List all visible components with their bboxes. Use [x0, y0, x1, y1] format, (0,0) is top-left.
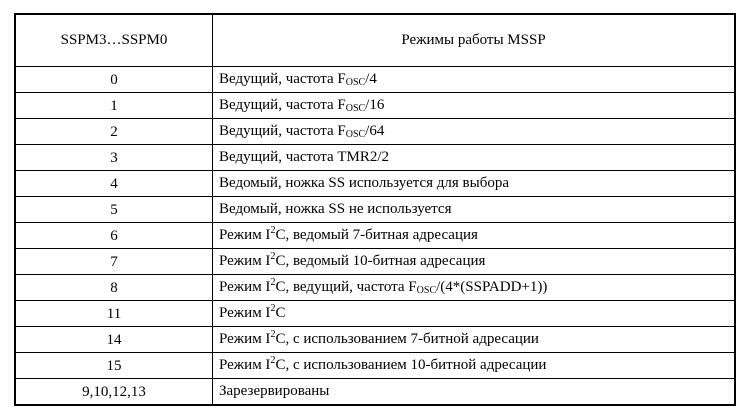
row-mode	[213, 119, 736, 145]
mode-text: C, с использованием 10-битной адресации	[275, 357, 547, 373]
mode-sup-text: 2	[270, 251, 276, 262]
mode-text: /64	[365, 123, 385, 139]
mode-text: Режим I	[219, 305, 271, 321]
mode-text: C, ведомый 7-битная адресация	[275, 227, 478, 243]
mode-sup-text: 2	[270, 355, 276, 366]
mode-text: C	[275, 305, 286, 321]
mode-text: Зарезервированы	[219, 383, 330, 399]
table-row	[15, 145, 735, 171]
mode-text: C, с использованием 7-битной адресации	[275, 331, 539, 347]
row-code: 11	[15, 301, 213, 327]
row-mode	[213, 301, 736, 327]
row-code: 2	[15, 119, 213, 145]
row-mode	[213, 67, 736, 93]
header-code: SSPM3…SSPM0	[15, 14, 213, 67]
row-mode	[213, 353, 736, 379]
table-row	[15, 379, 735, 406]
mode-text: /16	[365, 97, 385, 113]
mode-sup-text: 2	[270, 277, 276, 288]
row-mode	[213, 327, 736, 353]
header-mode: Режимы работы MSSP	[213, 14, 736, 67]
mode-text: C, ведомый 10-битная адресация	[275, 253, 486, 269]
row-code: 14	[15, 327, 213, 353]
row-mode	[213, 275, 736, 301]
header-row	[15, 14, 735, 67]
row-mode	[213, 197, 736, 223]
row-code: 9,10,12,13	[15, 379, 213, 406]
mode-sub-text: OSC	[345, 77, 366, 88]
mode-text: /4	[365, 71, 377, 87]
table-row	[15, 119, 735, 145]
mssp-modes-table	[14, 13, 736, 406]
row-code: 15	[15, 353, 213, 379]
row-mode	[213, 171, 736, 197]
mode-text: Ведомый, ножка SS используется для выбора	[219, 175, 510, 191]
table-row	[15, 249, 735, 275]
table-row	[15, 275, 735, 301]
table-row	[15, 93, 735, 119]
row-code: 3	[15, 145, 213, 171]
mode-text: Режим I	[219, 357, 271, 373]
table-body	[15, 67, 735, 406]
mode-sup-text: 2	[270, 225, 276, 236]
table-row	[15, 197, 735, 223]
mode-sup-text: 2	[270, 329, 276, 340]
mode-text: Режим I	[219, 253, 271, 269]
mode-text: Режим I	[219, 227, 271, 243]
mode-text: Ведущий, частота TMR2/2	[219, 149, 390, 165]
mode-text: Ведущий, частота F	[219, 97, 346, 113]
mode-text: /(4*(SSPADD+1))	[436, 279, 548, 295]
row-code: 4	[15, 171, 213, 197]
row-code: 7	[15, 249, 213, 275]
mode-text: Ведомый, ножка SS не используется	[219, 201, 452, 217]
mode-text: Ведущий, частота F	[219, 71, 346, 87]
table-row	[15, 353, 735, 379]
mode-sub-text: OSC	[416, 285, 437, 296]
row-mode	[213, 93, 736, 119]
mode-text: Режим I	[219, 331, 271, 347]
row-mode	[213, 145, 736, 171]
row-code: 0	[15, 67, 213, 93]
row-mode	[213, 223, 736, 249]
mode-text: Ведущий, частота F	[219, 123, 346, 139]
row-code: 1	[15, 93, 213, 119]
row-code: 6	[15, 223, 213, 249]
table-row	[15, 67, 735, 93]
mode-sub-text: OSC	[345, 129, 366, 140]
row-mode	[213, 379, 736, 406]
table-row	[15, 223, 735, 249]
table-row	[15, 301, 735, 327]
row-mode	[213, 249, 736, 275]
mode-text: C, ведущий, частота F	[275, 279, 417, 295]
row-code: 8	[15, 275, 213, 301]
mode-text: Режим I	[219, 279, 271, 295]
table-row	[15, 327, 735, 353]
row-code: 5	[15, 197, 213, 223]
mode-sup-text: 2	[270, 303, 276, 314]
table-row	[15, 171, 735, 197]
mode-sub-text: OSC	[345, 103, 366, 114]
